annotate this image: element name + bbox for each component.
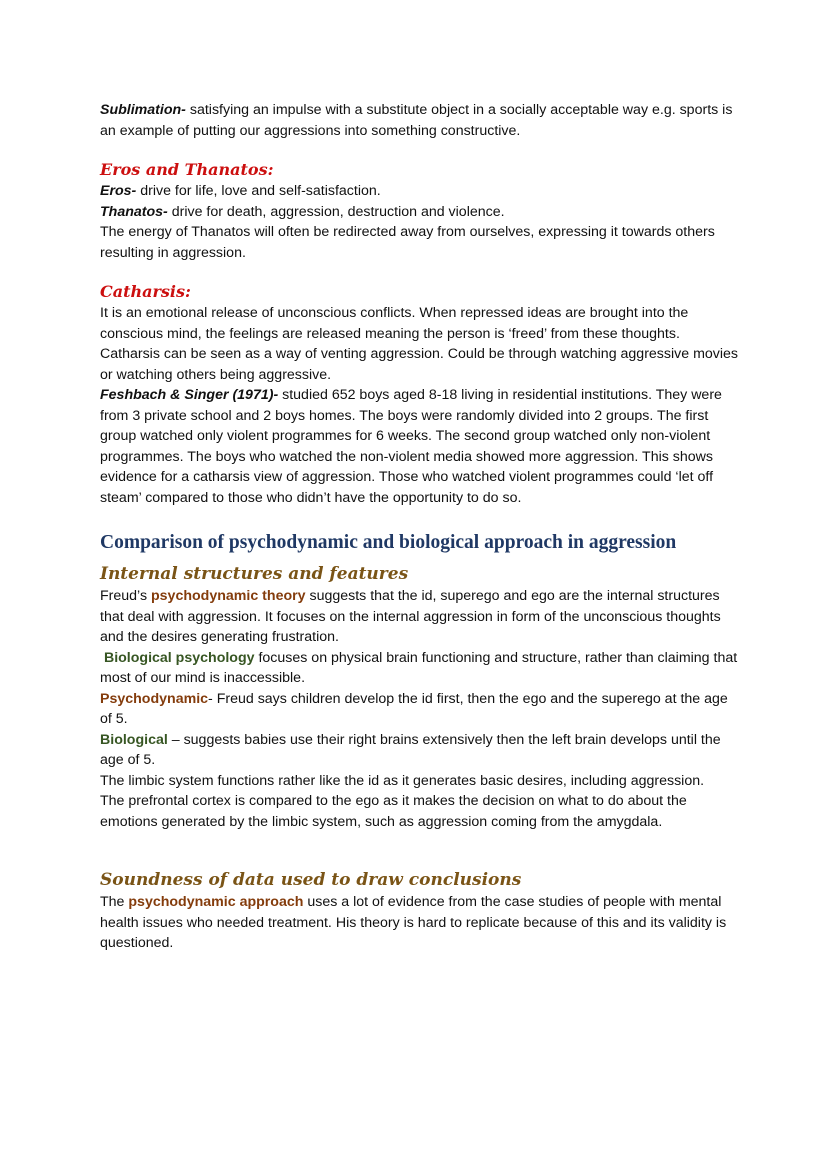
feshbach-singer-paragraph (100, 385, 740, 508)
thanatos-term: Thanatos- (100, 203, 168, 220)
eros-paragraph (100, 181, 740, 202)
psychodynamic-theory-highlight: psychodynamic theory (151, 588, 306, 604)
eros-term: Eros- (100, 183, 137, 199)
soundness-paragraph (100, 892, 740, 954)
biological-highlight: Biological (100, 731, 168, 748)
psychodynamic-paragraph (100, 689, 740, 730)
sublimation-paragraph (100, 100, 740, 141)
soundness-heading: Soundness of data used to draw conclusions (100, 870, 522, 890)
biological-text: – suggests babies use their right brains extensively then the left brain develops until the age of 5. (100, 731, 721, 768)
eros-thanatos-heading: Eros and Thanatos: (100, 160, 274, 179)
thanatos-text: drive for death, aggression, destruction and violence. (167, 203, 505, 220)
eros-text: drive for life, love and self-satisfaction. (136, 183, 381, 199)
freud-text-end: suggests that the id, superego and ego are the internal structures that deal with aggression. It focuses on the internal aggression in form of the unconscious thoughts and the desires generating frustration. (100, 588, 721, 645)
freud-text-start: Freud’s (100, 588, 151, 604)
comparison-title: Comparison of psychodynamic and biological approach in aggression (100, 532, 677, 553)
catharsis-heading: Catharsis: (100, 282, 191, 301)
catharsis-paragraph: It is an emotional release of unconscious conflicts. When repressed ideas are brought into the conscious mind, the feelings are released meaning the person is ‘freed’ from these thoughts. Catharsis can be seen as a way of venting aggression. Could be through watching aggressive movies or watching others being aggressive. (100, 305, 739, 383)
soundness-text-start: The (100, 894, 129, 910)
psychodynamic-approach-highlight: psychodynamic approach (128, 894, 304, 910)
sublimation-text: satisfying an impulse with a substitute object in a socially acceptable way e.g. sports is an example of putting our aggressions into something constructive. (100, 102, 733, 139)
biological-psychology-highlight: Biological psychology (103, 649, 255, 666)
prefrontal-paragraph: The prefrontal cortex is compared to the ego as it makes the decision on what to do about the emotions generated by the limbic system, such as aggression coming from the amygdala. (100, 793, 687, 830)
biological-psychology-text: focuses on physical brain functioning and structure, rather than claiming that most of our mind is inaccessible. (100, 649, 738, 686)
biological-paragraph (100, 730, 740, 771)
document-body (100, 100, 740, 954)
thanatos-paragraph (100, 202, 740, 223)
feshbach-singer-text: studied 652 boys aged 8-18 living in residential institutions. They were from 3 private school and 2 boys homes. The boys were randomly divided into 2 groups. The first group watched only violent programmes for 6 weeks. The second group watched only non-violent programmes. The boys who watched the non-violent media showed more aggression. This shows evidence for a catharsis view of aggression. Those who watched violent programmes could ‘let off steam’ compared to those who didn’t have the opportunity to do so. (100, 387, 722, 506)
soundness-text-end: uses a lot of evidence from the case studies of people with mental health issues who needed treatment. His theory is hard to replicate because of this and its validity is questioned. (100, 894, 727, 951)
freud-paragraph (100, 586, 740, 648)
psychodynamic-highlight: Psychodynamic (100, 690, 209, 707)
sublimation-term: Sublimation- (100, 102, 186, 118)
thanatos-energy-paragraph: The energy of Thanatos will often be redirected away from ourselves, expressing it towards others resulting in aggression. (100, 224, 715, 261)
feshbach-singer-term: Feshbach & Singer (1971)- (100, 387, 279, 403)
limbic-paragraph: The limbic system functions rather like the id as it generates basic desires, including aggression. (100, 772, 705, 789)
psychodynamic-text: - Freud says children develop the id first, then the ego and the superego at the age of 5. (100, 690, 728, 727)
internal-structures-heading: Internal structures and features (100, 564, 409, 584)
biological-psychology-paragraph (100, 648, 740, 689)
